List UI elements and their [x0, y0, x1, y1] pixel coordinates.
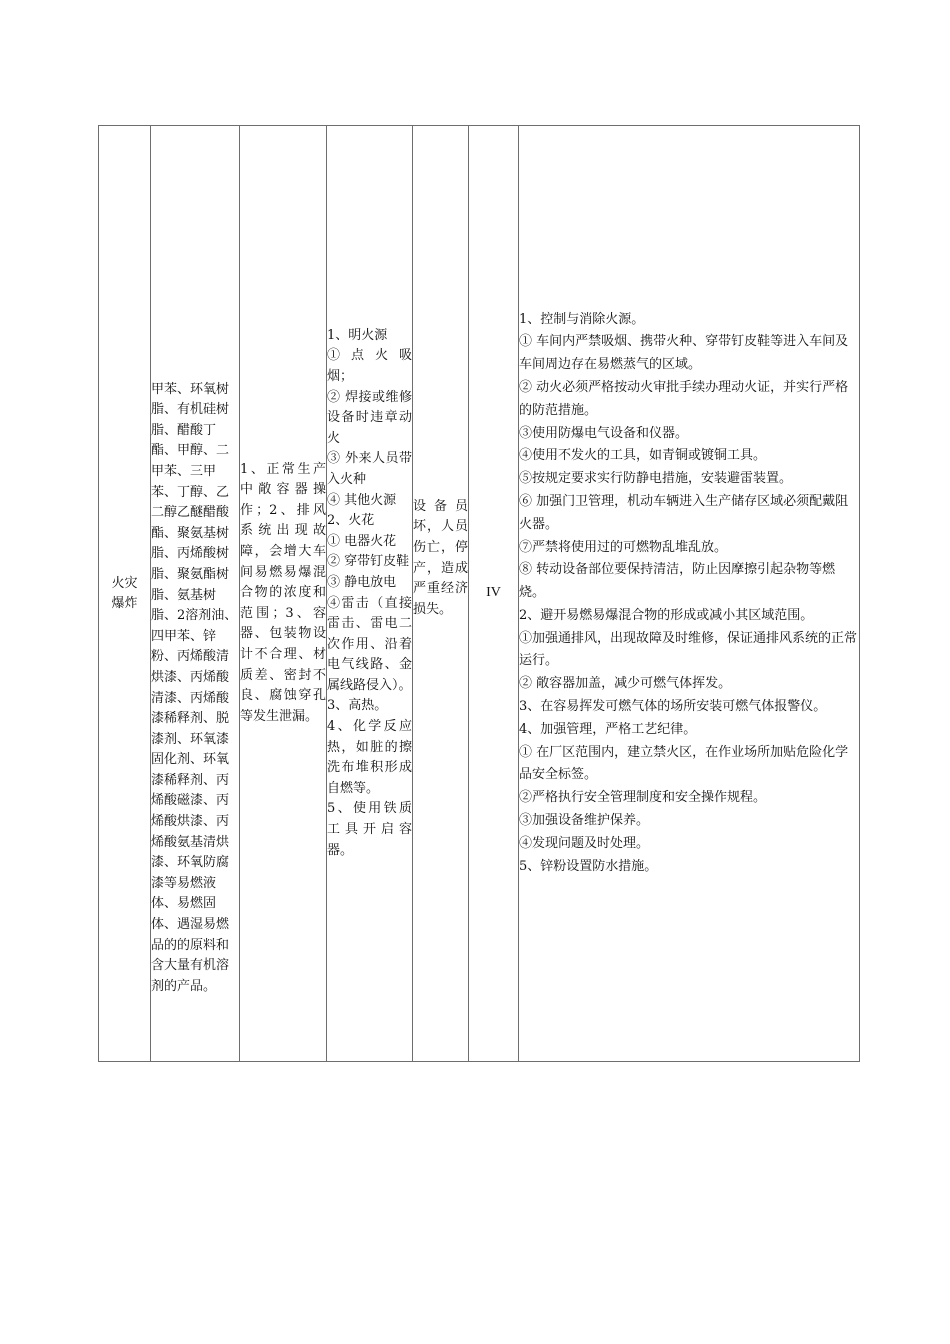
measure-item: ⑦严禁将使用过的可燃物乱堆乱放。 — [519, 539, 728, 555]
measure-item: ③使用防爆电气设备和仪器。 — [519, 425, 689, 441]
measure-item: ② 敞容器加盖，减少可燃气体挥发。 — [519, 676, 732, 692]
consequences-cell — [413, 126, 469, 1062]
measure-item: 4、加强管理，严格工艺纪律。 — [519, 721, 697, 737]
ignition-item: 1、明火源 — [327, 327, 388, 343]
ignition-item: ② 焊接或维修设备时违章动火 — [327, 389, 412, 446]
causes-cell — [240, 126, 327, 1062]
causes-text: 1、正常生产中敞容器操作；2、排风系统出现故障，会增大车间易燃易爆混合物的浓度和范围；3、容器、包装物设计不合理、材质差、密封不良、腐蚀穿孔等发生泄漏。 — [240, 461, 326, 724]
measure-item: ① 车间内严禁吸烟、携带火种、穿带钉皮鞋等进入车间及车间周边存在易燃蒸气的区域。 — [519, 334, 849, 373]
ignition-sources-list — [327, 326, 412, 861]
measure-item: ② 动火必须严格按动火审批手续办理动火证，并实行严格的防范措施。 — [519, 379, 849, 418]
ignition-item: ③ 静电放电 — [327, 574, 397, 590]
measure-item: ②严格执行安全管理制度和安全操作规程。 — [519, 790, 767, 806]
measure-item: 5、锌粉设置防水措施。 — [519, 858, 658, 874]
materials-text: 甲苯、环氧树脂、有机硅树脂、醋酸丁酯、甲醇、二甲苯、三甲苯、丁醇、乙二醇乙醚醋酸酯、聚氨基树脂、丙烯酸树脂、聚氨酯树脂、氨基树脂、2溶剂油、四甲苯、锌粉、丙烯酸清烘漆、丙烯酸清漆、丙烯酸漆稀释剂、脱漆剂、环氧漆固化剂、环氧漆稀释剂、丙烯酸磁漆、丙烯酸烘漆、丙烯酸氨基清烘漆、环氧防腐漆等易燃液体、易燃固体、遇湿易燃品的的原料和含大量有机溶剂的产品。 — [151, 381, 238, 994]
hazard-type-cell — [99, 126, 151, 1062]
ignition-item: ③ 外来人员带入火种 — [327, 451, 412, 487]
ignition-item: ④ 其他火源 — [327, 492, 397, 508]
ignition-item: ④雷击（直接雷击、雷电二次作用、沿着电气线路、金属线路侵入）。 — [327, 595, 412, 693]
consequences-text: 设备员坏，人员伤亡，停产，造成严重经济损失。 — [413, 498, 468, 617]
measure-item: 3、在容易挥发可燃气体的场所安装可燃气体报警仪。 — [519, 699, 827, 715]
measure-item: ⑥ 加强门卫管理，机动车辆进入生产储存区域必须配戴阻火器。 — [519, 493, 849, 532]
measure-item: ① 在厂区范围内，建立禁火区，在作业场所加贴危险化学品安全标签。 — [519, 744, 849, 783]
measure-item: ①加强通排风，出现故障及时维修，保证通排风系统的正常运行。 — [519, 630, 858, 669]
risk-level-text: IV — [486, 585, 501, 601]
materials-cell — [151, 126, 240, 1062]
ignition-item: ① 点 火 吸烟； — [327, 348, 412, 384]
risk-level-cell — [469, 126, 519, 1062]
table-row — [99, 126, 860, 1062]
measure-item: 1、控制与消除火源。 — [519, 311, 645, 327]
ignition-sources-cell — [327, 126, 413, 1062]
measure-item: ④使用不发火的工具，如青铜或镀铜工具。 — [519, 448, 767, 464]
measure-item: ⑧ 转动设备部位要保持清洁，防止因摩擦引起杂物等燃烧。 — [519, 562, 836, 601]
ignition-item: 4、化学反应热，如脏的擦洗布堆积形成自燃等。 — [327, 719, 412, 796]
ignition-item: 2、火花 — [327, 513, 375, 529]
measure-item: ⑤按规定要求实行防静电措施，安装避雷装置。 — [519, 471, 793, 487]
ignition-item: ① 电器火花 — [327, 533, 397, 549]
measure-item: ④发现问题及时处理。 — [519, 835, 650, 851]
measure-item: 2、避开易燃易爆混合物的形成或减小其区域范围。 — [519, 607, 814, 623]
hazard-risk-table — [98, 125, 860, 1062]
control-measures-list — [519, 309, 859, 879]
ignition-item: 5、使用铁质工具开启容器。 — [327, 801, 412, 858]
ignition-item: 3、高热。 — [327, 698, 388, 714]
hazard-type-text: 火灾爆炸 — [111, 575, 138, 611]
ignition-item: ② 穿带钉皮鞋 — [327, 554, 410, 570]
control-measures-cell — [519, 126, 860, 1062]
measure-item: ③加强设备维护保养。 — [519, 813, 650, 829]
